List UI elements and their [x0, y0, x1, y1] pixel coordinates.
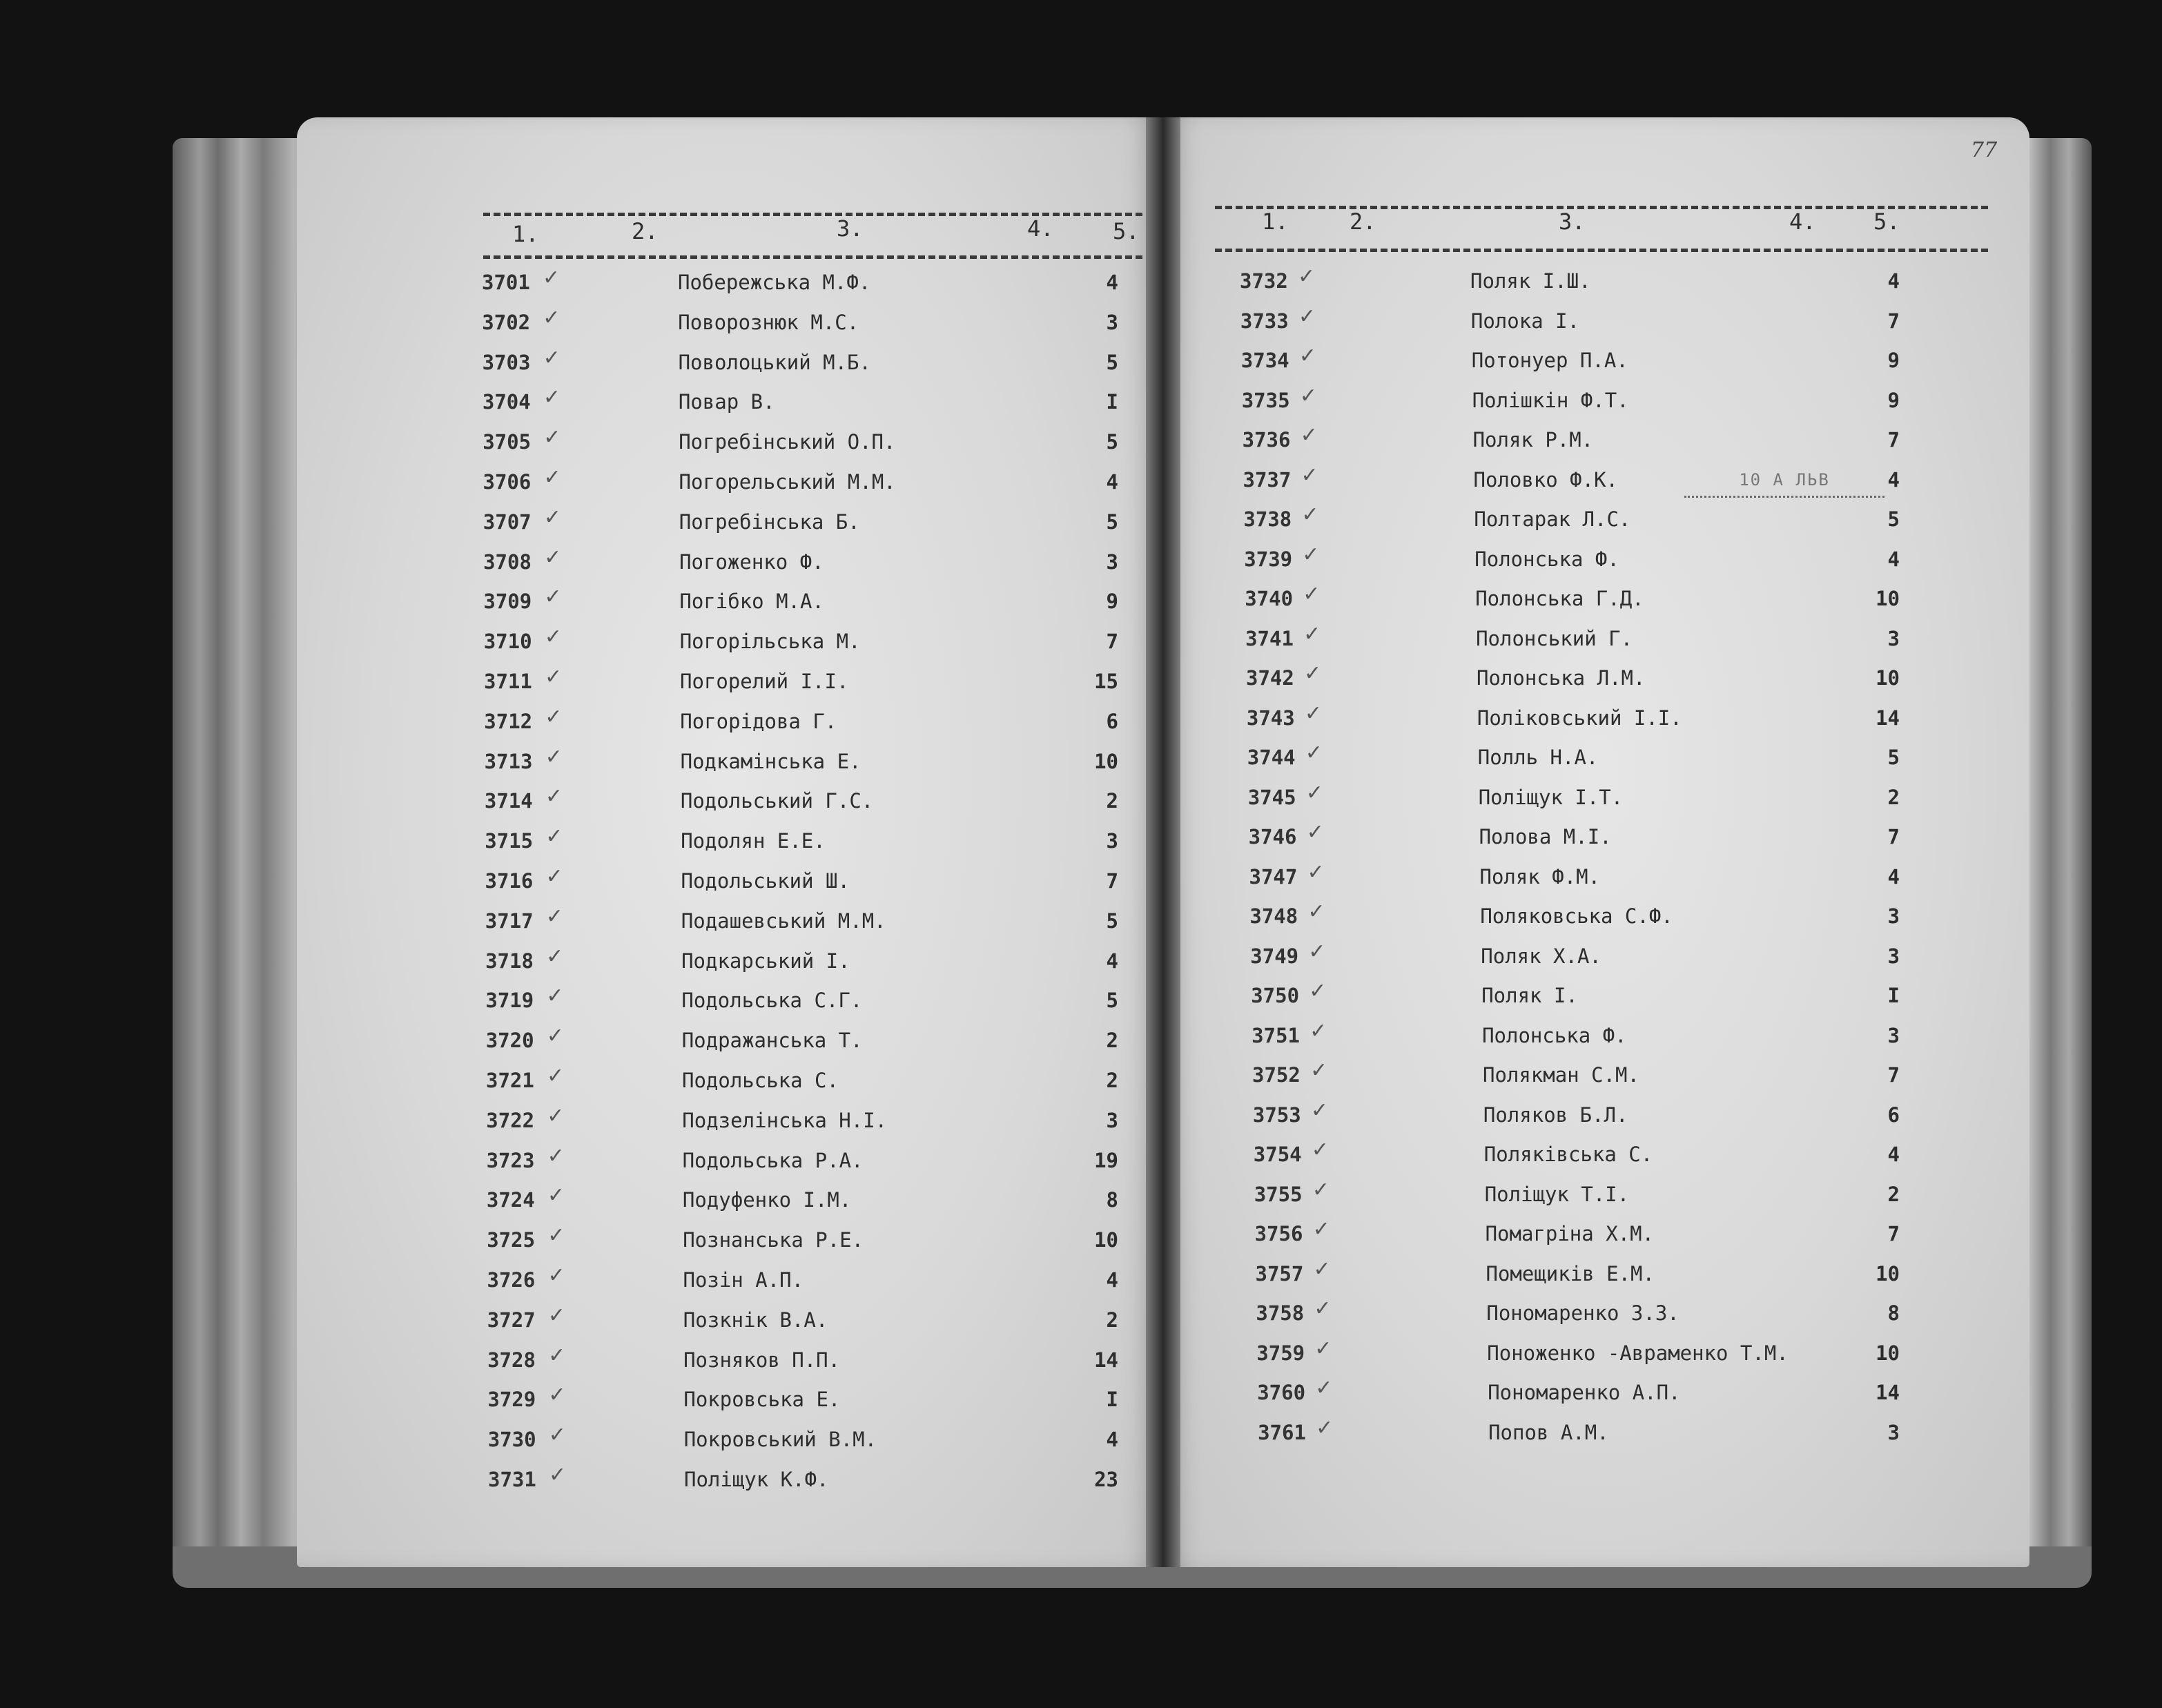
entry-number: 3724 [486, 1188, 535, 1212]
check-mark-icon: ✓ [547, 1143, 565, 1168]
entry-number: 3747 [1249, 864, 1298, 889]
check-mark-icon: ✓ [1311, 1138, 1329, 1162]
entry-count: 14 [1876, 706, 1900, 730]
check-mark-icon: ✓ [546, 984, 564, 1009]
entry-number: 3741 [1245, 626, 1294, 650]
entry-count: 2 [1106, 1029, 1118, 1053]
check-mark-icon: ✓ [545, 784, 563, 809]
check-mark-icon: ✓ [1307, 900, 1325, 924]
entry-name: Подкамінська Е. [680, 749, 861, 773]
entry-count: 5 [1106, 989, 1118, 1013]
entry-number: 3755 [1254, 1182, 1303, 1206]
entry-name: Поліщук Т.І. [1484, 1182, 1630, 1206]
check-mark-icon: ✓ [1301, 463, 1318, 487]
entry-name: Подкарський І. [681, 949, 850, 973]
entry-count: 5 [1106, 909, 1118, 933]
entry-name: Позкнік В.А. [683, 1308, 828, 1332]
right-header-col4: 4. [1789, 208, 1816, 235]
check-mark-icon: ✓ [545, 904, 563, 929]
entry-number: 3717 [485, 909, 534, 933]
entry-count: 3 [1887, 626, 1900, 650]
entry-name: Погребінська Б. [679, 510, 860, 534]
entry-name: Поліковський І.І. [1477, 706, 1682, 730]
check-mark-icon: ✓ [1310, 1098, 1329, 1123]
entry-count: 2 [1106, 1069, 1118, 1092]
check-mark-icon: ✓ [1314, 1336, 1332, 1361]
entry-name: Поворознюк М.С. [678, 310, 859, 334]
book-gutter [1146, 117, 1180, 1567]
entry-number: 3709 [483, 590, 532, 614]
entry-count: 7 [1106, 630, 1118, 654]
entry-number: 3707 [483, 510, 532, 534]
entry-name: Пономаренко З.З. [1486, 1301, 1679, 1325]
entry-name: Поноженко -Авраменко Т.М. [1487, 1341, 1789, 1365]
entry-name: Полова М.І. [1479, 825, 1612, 848]
check-mark-icon: ✓ [543, 305, 561, 330]
entry-name: Погорелий І.І. [680, 670, 849, 693]
check-mark-icon: ✓ [543, 425, 561, 450]
entry-name: Поляков Б.Л. [1483, 1103, 1628, 1127]
entry-number: 3752 [1252, 1063, 1301, 1087]
check-mark-icon: ✓ [548, 1383, 566, 1408]
page-number: 77 [1971, 138, 1998, 162]
entry-name: Помагріна Х.М. [1485, 1222, 1655, 1245]
entry-count: I [1106, 390, 1118, 414]
right-header-col5: 5. [1873, 208, 1900, 235]
check-mark-icon: ✓ [1315, 1376, 1333, 1400]
faded-stamp-text: 10 А ЛЬВ [1739, 470, 1830, 489]
entry-count: 14 [1876, 1381, 1900, 1404]
left-header-col4: 4. [1027, 215, 1054, 242]
entry-name: Подашевський М.М. [681, 909, 886, 933]
check-mark-icon: ✓ [544, 545, 562, 570]
entry-count: I [1887, 984, 1900, 1007]
entry-count: 2 [1887, 1182, 1900, 1206]
check-mark-icon: ✓ [545, 864, 563, 889]
entry-number: 3738 [1243, 507, 1292, 531]
check-mark-icon: ✓ [548, 1343, 566, 1368]
check-mark-icon: ✓ [1309, 979, 1327, 1003]
entry-name: Полонська Л.М. [1477, 666, 1646, 690]
entry-count: 3 [1106, 829, 1118, 853]
entry-name: Погібко М.А. [679, 590, 824, 614]
entry-count: 3 [1887, 1420, 1900, 1444]
check-mark-icon: ✓ [543, 505, 561, 530]
entry-number: 3740 [1245, 587, 1294, 610]
entry-number: 3723 [486, 1148, 535, 1172]
check-mark-icon: ✓ [547, 1183, 565, 1208]
entry-name: Подражанська Т. [681, 1029, 863, 1053]
entry-number: 3711 [484, 670, 532, 693]
check-mark-icon: ✓ [1298, 264, 1316, 289]
left-header-col5: 5. [1113, 218, 1140, 244]
entry-name: Погорільська М. [679, 630, 861, 654]
entry-name: Покровський В.М. [683, 1428, 877, 1452]
check-mark-icon: ✓ [545, 824, 563, 849]
entry-number: 3703 [482, 350, 531, 374]
entry-count: 5 [1887, 746, 1900, 769]
entry-count: 14 [1094, 1348, 1118, 1372]
entry-count: 8 [1887, 1301, 1900, 1325]
entry-name: Покровська Е. [683, 1388, 841, 1412]
check-mark-icon: ✓ [547, 1223, 565, 1248]
entry-count: 23 [1094, 1468, 1118, 1491]
entry-count: 10 [1876, 666, 1900, 690]
entry-name: Поляк І.Ш. [1470, 269, 1591, 293]
entry-number: 3746 [1248, 825, 1297, 848]
entry-count: 7 [1887, 428, 1900, 452]
entry-number: 3725 [487, 1228, 536, 1252]
entry-name: Полтарак Л.С. [1474, 507, 1631, 531]
check-mark-icon: ✓ [543, 345, 561, 370]
right-header-col1: 1. [1262, 208, 1289, 235]
entry-number: 3728 [487, 1348, 536, 1372]
check-mark-icon: ✓ [1302, 542, 1320, 567]
entry-count: 7 [1887, 825, 1900, 848]
entry-count: 9 [1887, 349, 1900, 372]
faded-stamp [1684, 468, 1885, 498]
entry-count: 3 [1106, 550, 1118, 574]
entry-number: 3749 [1250, 944, 1299, 968]
entry-name: Поляк Ф.М. [1479, 864, 1601, 889]
check-mark-icon: ✓ [546, 1024, 564, 1049]
entry-count: 4 [1887, 547, 1900, 571]
entry-name: Подольський Г.С. [680, 789, 874, 813]
entry-count: 4 [1887, 864, 1900, 889]
entry-count: 6 [1887, 1103, 1900, 1127]
entry-count: 2 [1887, 785, 1900, 809]
check-mark-icon: ✓ [1309, 1018, 1327, 1043]
check-mark-icon: ✓ [1299, 383, 1317, 408]
entry-number: 3726 [487, 1268, 536, 1292]
entry-count: 4 [1887, 1143, 1900, 1166]
entry-name: Помещиків Е.М. [1486, 1261, 1655, 1285]
entry-number: 3744 [1247, 746, 1296, 769]
check-mark-icon: ✓ [1298, 344, 1316, 368]
entry-number: 3713 [484, 749, 533, 773]
entry-number: 3727 [487, 1308, 536, 1332]
entry-number: 3705 [483, 430, 532, 454]
entry-name: Позняков П.П. [683, 1348, 841, 1372]
entry-number: 3760 [1257, 1381, 1306, 1404]
entry-number: 3754 [1253, 1143, 1302, 1166]
entry-count: 5 [1106, 430, 1118, 454]
entry-name: Пономаренко А.П. [1488, 1381, 1681, 1404]
check-mark-icon: ✓ [1298, 304, 1316, 329]
entry-number: 3719 [485, 989, 534, 1013]
left-header-col1: 1. [512, 221, 539, 247]
entry-count: 10 [1094, 749, 1118, 773]
entry-name: Поліщук К.Ф. [684, 1468, 829, 1491]
entry-name: Поляк Х.А. [1481, 944, 1601, 968]
check-mark-icon: ✓ [1307, 860, 1325, 884]
check-mark-icon: ✓ [544, 625, 562, 650]
check-mark-icon: ✓ [1305, 780, 1323, 805]
entry-count: 7 [1887, 1063, 1900, 1087]
entry-count: 10 [1876, 1261, 1900, 1285]
entry-number: 3714 [484, 789, 533, 813]
entry-number: 3718 [485, 949, 534, 973]
entry-number: 3720 [485, 1029, 534, 1053]
entry-count: 5 [1106, 350, 1118, 374]
entry-number: 3731 [488, 1468, 536, 1491]
check-mark-icon: ✓ [1306, 820, 1324, 844]
entry-number: 3708 [483, 550, 532, 574]
entry-name: Поляк Р.М. [1472, 428, 1594, 452]
entry-name: Потонуер П.А. [1471, 349, 1628, 372]
entry-count: 8 [1106, 1188, 1118, 1212]
entry-number: 3712 [484, 709, 533, 733]
entry-count: 9 [1106, 590, 1118, 614]
check-mark-icon: ✓ [547, 1263, 565, 1288]
entry-count: 4 [1106, 1268, 1118, 1292]
entry-number: 3729 [487, 1388, 536, 1412]
entry-name: Побережська М.Ф. [678, 271, 871, 294]
entry-name: Повар В. [678, 390, 775, 414]
entry-count: 3 [1106, 310, 1118, 334]
check-mark-icon: ✓ [546, 944, 564, 969]
entry-count: 3 [1887, 1023, 1900, 1047]
entry-number: 3742 [1246, 666, 1294, 690]
right-header-top-rule [1215, 206, 1988, 209]
check-mark-icon: ✓ [1308, 939, 1326, 964]
check-mark-icon: ✓ [549, 1463, 567, 1487]
check-mark-icon: ✓ [1310, 1058, 1328, 1083]
entry-count: 4 [1106, 1428, 1118, 1452]
check-mark-icon: ✓ [544, 585, 562, 610]
entry-name: Полль Н.А. [1477, 746, 1599, 769]
entry-name: Погорельський М.М. [679, 470, 896, 494]
entry-count: 5 [1106, 510, 1118, 534]
check-mark-icon: ✓ [1304, 661, 1322, 686]
entry-number: 3751 [1252, 1023, 1300, 1047]
entry-name: Подольська С. [682, 1069, 839, 1092]
check-mark-icon: ✓ [545, 704, 563, 729]
check-mark-icon: ✓ [1312, 1177, 1330, 1202]
check-mark-icon: ✓ [545, 744, 563, 769]
entry-name: Погорідова Г. [680, 709, 837, 733]
check-mark-icon: ✓ [543, 266, 561, 290]
entry-number: 3701 [482, 271, 530, 294]
check-mark-icon: ✓ [1304, 701, 1323, 726]
entry-name: Подуфенко І.М. [682, 1188, 852, 1212]
entry-name: Полішкін Ф.Т. [1472, 388, 1629, 412]
entry-number: 3743 [1246, 706, 1295, 730]
entry-count: 4 [1106, 271, 1118, 294]
entry-count: 10 [1094, 1228, 1118, 1252]
entry-number: 3715 [485, 829, 534, 853]
entry-count: 3 [1887, 944, 1900, 968]
entry-name: Полока І. [1470, 309, 1580, 333]
entry-name: Полонська Г.Д. [1475, 587, 1644, 610]
check-mark-icon: ✓ [1303, 621, 1321, 646]
entry-name: Поляківська С. [1483, 1143, 1653, 1166]
entry-name: Подолян Е.Е. [681, 829, 826, 853]
right-header-col2: 2. [1350, 208, 1376, 235]
entry-count: 5 [1887, 507, 1900, 531]
check-mark-icon: ✓ [1305, 741, 1323, 765]
entry-name: Поліщук І.Т. [1478, 785, 1624, 809]
entry-name: Подольська Р.А. [682, 1148, 864, 1172]
entry-number: 3721 [486, 1069, 534, 1092]
check-mark-icon: ✓ [543, 465, 561, 489]
entry-name: Попов А.М. [1488, 1420, 1609, 1444]
entry-name: Погребінський О.П. [679, 430, 896, 454]
entry-number: 3737 [1243, 467, 1292, 492]
entry-number: 3734 [1240, 349, 1289, 372]
right-header-col3: 3. [1559, 208, 1586, 235]
check-mark-icon: ✓ [1316, 1415, 1334, 1440]
entry-name: Полонський Г. [1476, 626, 1633, 650]
entry-name: Подзелінська Н.І. [682, 1108, 888, 1132]
entry-number: 3736 [1242, 428, 1291, 452]
check-mark-icon: ✓ [1314, 1297, 1332, 1321]
entry-number: 3730 [487, 1428, 536, 1452]
left-header-bottom-rule [483, 255, 1142, 259]
entry-count: 15 [1094, 670, 1118, 693]
entry-number: 3710 [483, 630, 532, 654]
check-mark-icon: ✓ [548, 1423, 566, 1448]
entry-count: 19 [1094, 1148, 1118, 1172]
entry-name: Поволоцький М.Б. [678, 350, 871, 374]
entry-number: 3757 [1255, 1261, 1304, 1285]
entry-number: 3735 [1241, 388, 1290, 412]
entry-count: 3 [1106, 1108, 1118, 1132]
entry-number: 3761 [1258, 1420, 1306, 1444]
entry-number: 3750 [1251, 984, 1300, 1007]
check-mark-icon: ✓ [1300, 423, 1318, 447]
entry-count: 2 [1106, 1308, 1118, 1332]
entry-count: 10 [1876, 1341, 1900, 1365]
entry-count: 7 [1106, 869, 1118, 893]
entry-count: 3 [1887, 904, 1900, 928]
entry-count: 9 [1887, 388, 1900, 412]
entry-count: 6 [1106, 709, 1118, 733]
entry-number: 3702 [482, 310, 531, 334]
check-mark-icon: ✓ [547, 1103, 565, 1128]
entry-name: Полякман С.М. [1483, 1063, 1639, 1087]
entry-count: 4 [1887, 467, 1900, 492]
entry-count: 4 [1887, 269, 1900, 293]
entry-name: Позін А.П. [683, 1268, 804, 1292]
entry-number: 3758 [1256, 1301, 1305, 1325]
right-header-bottom-rule [1215, 249, 1988, 252]
check-mark-icon: ✓ [1303, 582, 1321, 606]
entry-name: Полонська Ф. [1474, 547, 1619, 571]
entry-count: 7 [1887, 1222, 1900, 1245]
entry-number: 3759 [1256, 1341, 1305, 1365]
entry-name: Поляк І. [1481, 984, 1578, 1007]
check-mark-icon: ✓ [545, 665, 563, 689]
entry-number: 3704 [482, 390, 531, 414]
entry-number: 3722 [486, 1108, 535, 1132]
entry-count: I [1106, 1388, 1118, 1412]
entry-number: 3732 [1240, 269, 1288, 293]
entry-name: Поляковська С.Ф. [1480, 904, 1673, 928]
entry-number: 3716 [485, 869, 534, 893]
entry-name: Подольська С.Г. [681, 989, 863, 1013]
entry-number: 3753 [1252, 1103, 1301, 1127]
entry-number: 3748 [1249, 904, 1298, 928]
entry-count: 10 [1876, 587, 1900, 610]
check-mark-icon: ✓ [543, 385, 561, 410]
entry-number: 3739 [1244, 547, 1293, 571]
check-mark-icon: ✓ [1312, 1217, 1330, 1241]
entry-name: Полонська Ф. [1482, 1023, 1627, 1047]
entry-name: Подольський Ш. [681, 869, 850, 893]
check-mark-icon: ✓ [1301, 503, 1319, 527]
entry-count: 4 [1106, 470, 1118, 494]
check-mark-icon: ✓ [547, 1064, 565, 1088]
entry-name: Половко Ф.К. [1473, 467, 1619, 492]
entry-number: 3733 [1240, 309, 1289, 333]
check-mark-icon: ✓ [547, 1303, 565, 1328]
entry-name: Погоженко Ф. [679, 550, 824, 574]
left-header-col2: 2. [632, 218, 659, 244]
entry-count: 2 [1106, 789, 1118, 813]
entry-count: 4 [1106, 949, 1118, 973]
check-mark-icon: ✓ [1313, 1256, 1331, 1281]
entry-count: 7 [1887, 309, 1900, 333]
left-header-col3: 3. [837, 215, 864, 242]
entry-number: 3706 [483, 470, 532, 494]
entry-name: Познанська Р.Е. [683, 1228, 864, 1252]
entry-number: 3756 [1254, 1222, 1303, 1245]
entry-number: 3745 [1247, 785, 1296, 809]
